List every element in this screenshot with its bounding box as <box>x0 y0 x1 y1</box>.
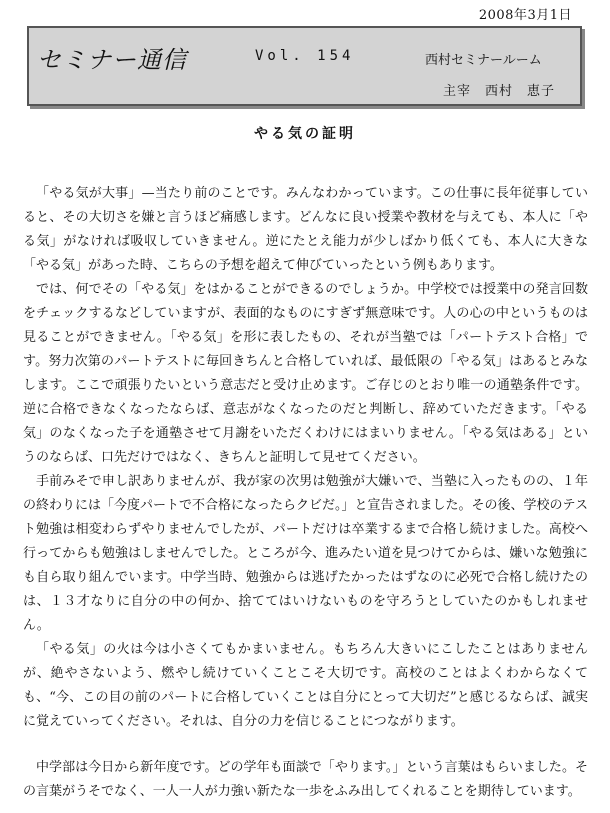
paragraph-1: 「やる気が大事」—当たり前のことです。みんなわかっています。この仕事に長年従事していると、その大切さを嫌と言うほど痛感します。どんなに良い授業や教材を与えても、本人に「やる気」がなければ吸収していきません。逆にたとえ能力が少しばかり低くても、本人に大きな「やる気」があった時、こちらの予想を超えて伸びていったという例もあります。 <box>23 186 588 273</box>
article-body <box>23 182 588 804</box>
article-title: やる気の証明 <box>254 126 356 142</box>
issue-date: 2008年3月1日 <box>478 8 572 23</box>
paragraph-3: 手前みそで申し訳ありませんが、我が家の次男は勉強が大嫌いで、当塾に入ったものの、１年の終わりには「今度パートで不合格になったらクビだ。」と宣告されました。その後、学校のテスト勉強は相変わらずやりませんでしたが、パートだけは卒業するまで合格し続けました。高校へ行ってからも勉強はしませんでした。ところが今、進みたい道を見つけてからは、嫌いな勉強にも自ら取り組んでいます。中学当時、勉強からは逃げたかったはずなのに必死で合格し続けたのは、１３才なりに自分の中の何か、捨ててはいけないものを守ろうとしていたのかもしれません。 <box>23 474 588 633</box>
paragraph-2: では、何でその「やる気」をはかることができるのでしょうか。中学校では授業中の発言回数をチェックするなどしていますが、表面的なものにすぎず無意味です。人の心の中というものは見ることができません。「やる気」を形に表したもの、それが当塾では「パートテスト合格」です。努力次第のパートテストに毎回きちんと合格していれば、最低限の「やる気」はあるとみなします。ここで頑張りたいという意志だと受け止めます。ご存じのとおり唯一の通塾条件です。逆に合格できなくなったならば、意志がなくなったのだと判断し、辞めていただきます。「やる気」のなくなった子を通塾させて月謝をいただくわけにはまいりません。「やる気はある」というのならば、口先だけではなく、きちんと証明して見せてください。 <box>23 282 588 465</box>
newsletter-title: セミナー通信 <box>37 46 187 74</box>
newsletter-header <box>27 26 582 106</box>
organization-name: 西村セミナールーム <box>425 53 542 68</box>
paragraph-5: 中学部は今日から新年度です。どの学年も面談で「やります。」という言葉はもらいました。その言葉がうそでなく、一人一人が力強い新たな一歩をふみ出してくれることを期待しています。 <box>23 760 588 799</box>
volume-number: Vol. 154 <box>255 48 355 64</box>
host-name: 主宰 西村 恵子 <box>443 84 556 99</box>
paragraph-4: 「やる気」の火は今は小さくてもかまいません。もちろん大きいにこしたことはありませんが、絶やさないよう、燃やし続けていくことこそ大切です。高校のことはよくわからなくても、“今、この目の前のパートに合格していくことは自分にとって大切だ”と感じるならば、誠実に覚えていってください。それは、自分の力を信じることにつながります。 <box>23 642 588 729</box>
